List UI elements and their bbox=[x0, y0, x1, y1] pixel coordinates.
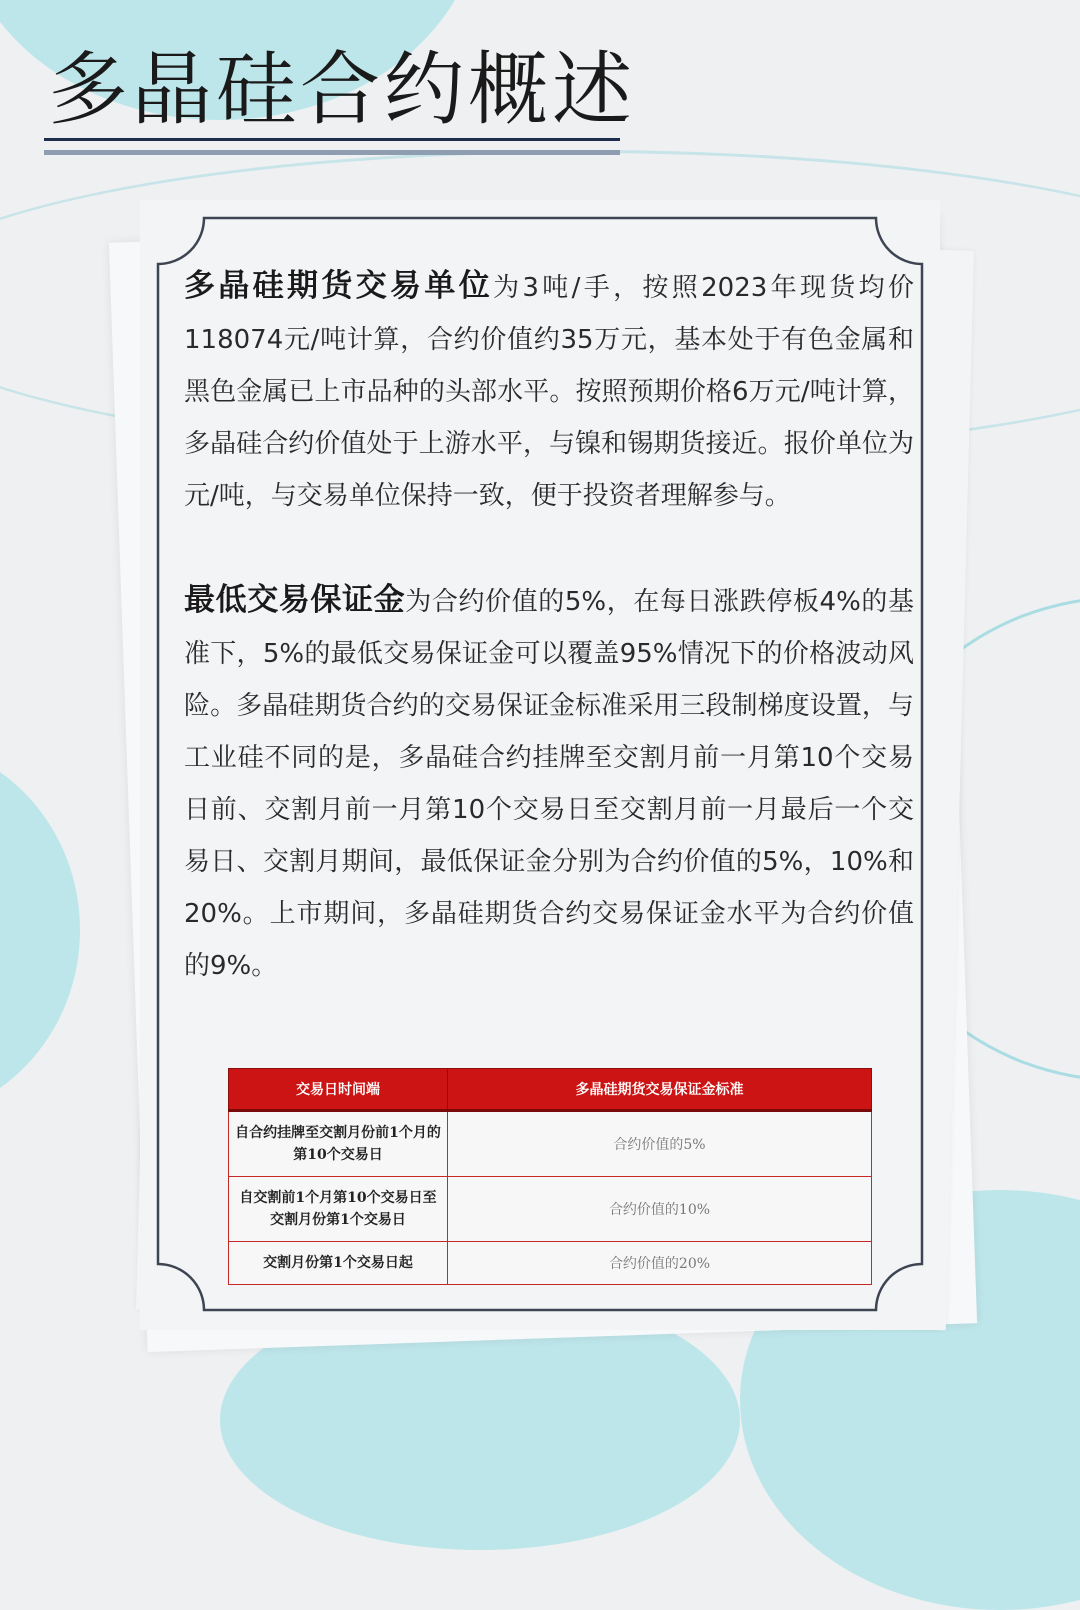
table-header-row bbox=[229, 1069, 872, 1111]
card-content bbox=[184, 260, 914, 992]
table-cell-rate: 合约价值的10% bbox=[448, 1177, 872, 1242]
table-cell-period: 交割月份第1个交易日起 bbox=[229, 1242, 448, 1285]
table-cell-period: 自合约挂牌至交割月份前1个月的第10个交易日 bbox=[229, 1111, 448, 1177]
margin-standard-table bbox=[228, 1068, 872, 1285]
table-header-period: 交易日时间端 bbox=[229, 1069, 448, 1111]
table-row bbox=[229, 1177, 872, 1242]
page-title: 多晶硅合约概述 bbox=[48, 43, 636, 136]
table-row bbox=[229, 1242, 872, 1285]
table-cell-rate: 合约价值的20% bbox=[448, 1242, 872, 1285]
paragraph-body: 为3吨/手，按照2023年现货均价118074元/吨计算，合约价值约35万元，基本处于有色金属和黑色金属已上市品种的头部水平。按照预期价格6万元/吨计算，多晶硅合约价值处于上游水平，与镍和锡期货接近。报价单位为元/吨，与交易单位保持一致，便于投资者理解参与。 bbox=[184, 273, 914, 511]
paragraph-trading-unit bbox=[184, 260, 914, 522]
content-card bbox=[140, 200, 940, 1330]
title-underline-shadow bbox=[44, 150, 620, 155]
title-underline bbox=[44, 138, 620, 141]
table-row bbox=[229, 1111, 872, 1177]
table-header-margin: 多晶硅期货交易保证金标准 bbox=[448, 1069, 872, 1111]
paragraph-margin bbox=[184, 574, 914, 992]
paragraph-heading: 多晶硅期货交易单位 bbox=[184, 268, 494, 304]
table-cell-rate: 合约价值的5% bbox=[448, 1111, 872, 1177]
table-cell-period: 自交割前1个月第10个交易日至交割月份第1个交易日 bbox=[229, 1177, 448, 1242]
paragraph-body: 为合约价值的5%，在每日涨跌停板4%的基准下，5%的最低交易保证金可以覆盖95%情况下的价格波动风险。多晶硅期货合约的交易保证金标准采用三段制梯度设置，与工业硅不同的是，多晶硅合约挂牌至交割月前一月第10个交易日前、交割月前一月第10个交易日至交割月前一月最后一个交易日、交割月期间，最低保证金分别为合约价值的5%，10%和20%。上市期间，多晶硅期货合约交易保证金水平为合约价值的9%。 bbox=[184, 587, 914, 981]
paragraph-heading: 最低交易保证金 bbox=[184, 582, 406, 618]
background-circle-left bbox=[0, 740, 80, 1120]
